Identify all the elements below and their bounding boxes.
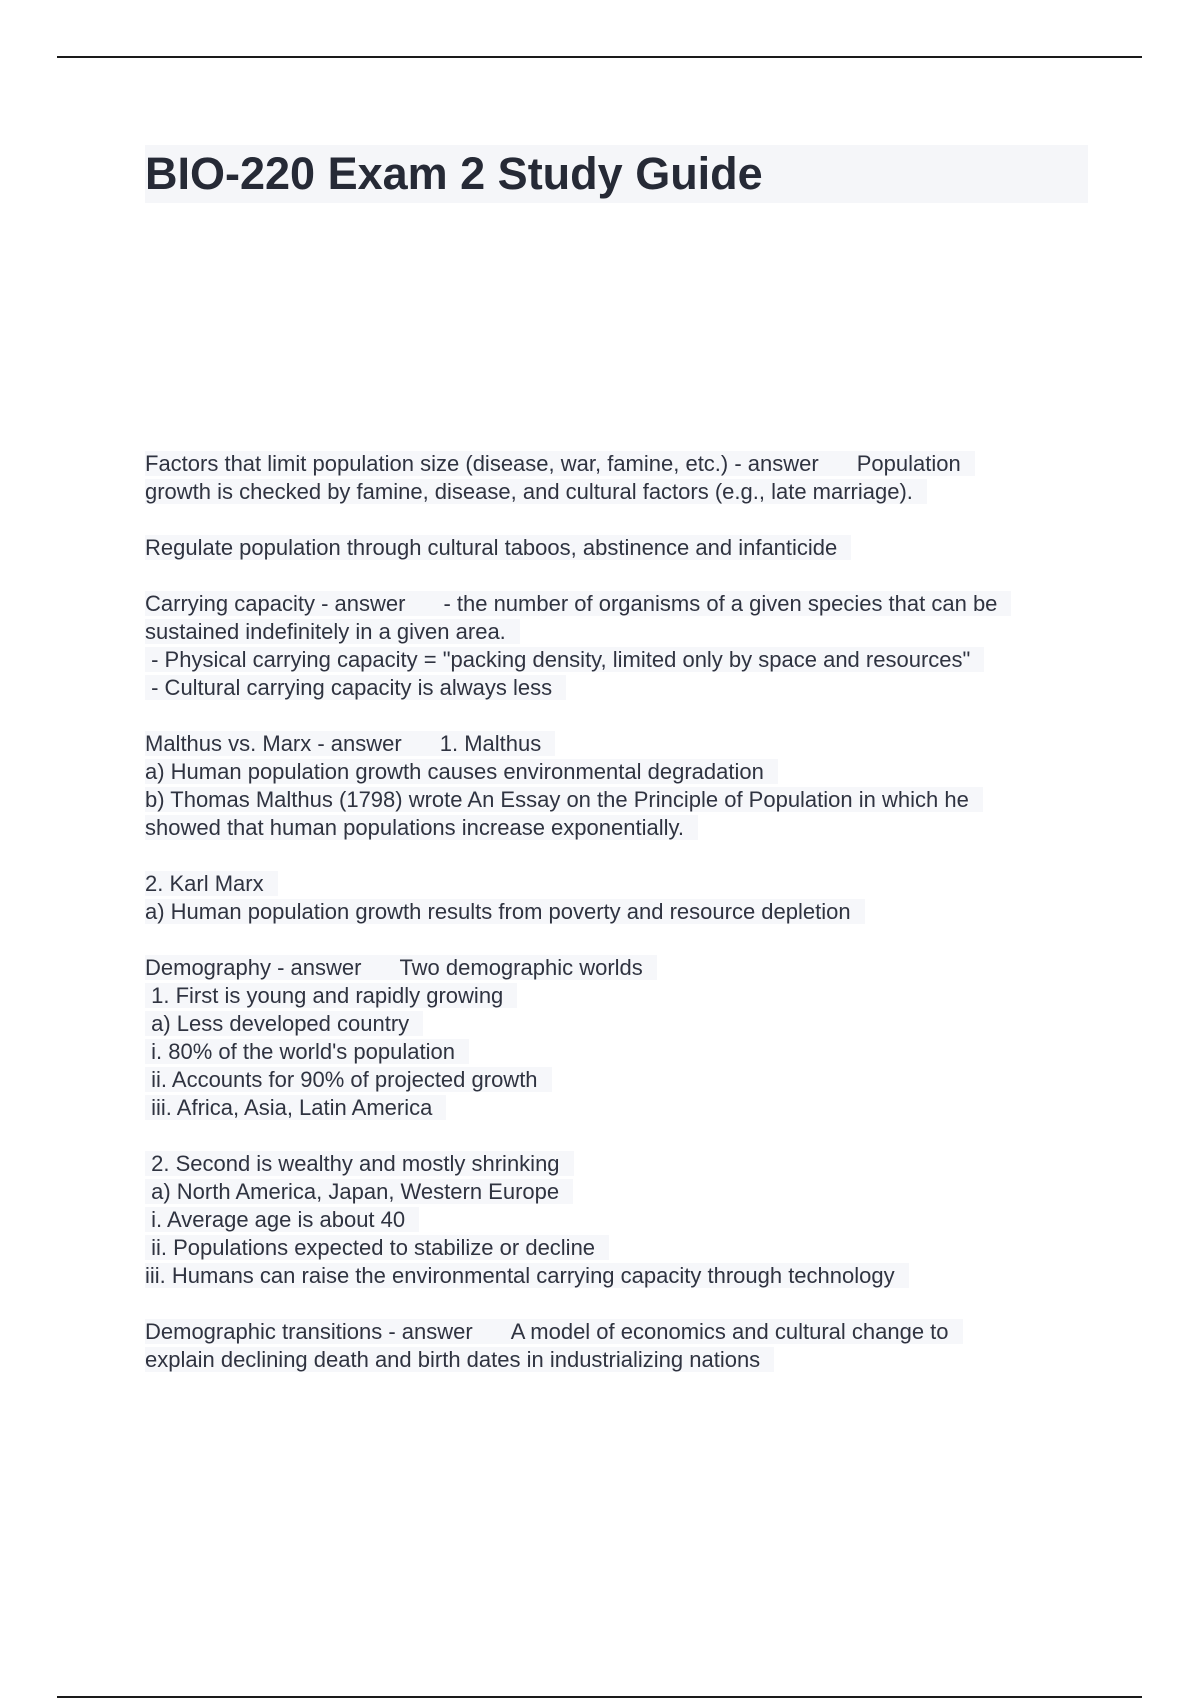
qa-entry: [145, 954, 1085, 1122]
entry-line: [145, 1010, 1085, 1038]
qa-entry: [145, 870, 1085, 926]
entry-line: [145, 590, 1085, 618]
qa-entry: [145, 534, 1085, 562]
entry-text: b) Thomas Malthus (1798) wrote An Essay on the Principle of Population in which he: [145, 787, 969, 812]
entry-text: 1. First is young and rapidly growing: [145, 983, 504, 1008]
entry-answer: A model of economics and cultural change to: [510, 1319, 949, 1344]
entry-text: explain declining death and birth dates in industrializing nations: [145, 1347, 761, 1372]
entry-line: [145, 618, 1085, 646]
entry-line: [145, 674, 1085, 702]
entry-answer: - the number of organisms of a given species that can be: [443, 591, 998, 616]
study-guide-body: [145, 450, 1085, 1402]
entry-answer: Two demographic worlds: [399, 955, 643, 980]
entry-answer: Population: [856, 451, 961, 476]
entry-text: iii. Humans can raise the environmental carrying capacity through technology: [145, 1263, 895, 1288]
entry-text: ii. Accounts for 90% of projected growth: [145, 1067, 538, 1092]
entry-text: ii. Populations expected to stabilize or decline: [145, 1235, 596, 1260]
document-title: BIO-220 Exam 2 Study Guide: [145, 148, 763, 199]
entry-line: [145, 450, 1085, 478]
entry-term: Demographic transitions - answer: [145, 1319, 473, 1344]
entry-text: 2. Karl Marx: [145, 871, 264, 896]
entry-answer: 1. Malthus: [439, 731, 542, 756]
entry-line: [145, 1206, 1085, 1234]
entry-line: [145, 814, 1085, 842]
qa-entry: [145, 590, 1085, 702]
entry-line: [145, 758, 1085, 786]
entry-term: Factors that limit population size (disease, war, famine, etc.) - answer: [145, 451, 819, 476]
entry-text: - Cultural carrying capacity is always less: [145, 675, 553, 700]
entry-line: [145, 1346, 1085, 1374]
qa-entry: [145, 1318, 1085, 1374]
qa-entry: [145, 1150, 1085, 1290]
entry-term: Malthus vs. Marx - answer: [145, 731, 402, 756]
entry-line: [145, 786, 1085, 814]
entry-term: Demography - answer: [145, 955, 362, 980]
entry-line: [145, 534, 1085, 562]
entry-line: [145, 1150, 1085, 1178]
entry-line: [145, 646, 1085, 674]
qa-entry: [145, 450, 1085, 506]
entry-line: [145, 1094, 1085, 1122]
entry-text: sustained indefinitely in a given area.: [145, 619, 506, 644]
entry-text: growth is checked by famine, disease, and cultural factors (e.g., late marriage).: [145, 479, 913, 504]
entry-line: [145, 1234, 1085, 1262]
top-rule: [57, 56, 1142, 58]
entry-line: [145, 1066, 1085, 1094]
entry-line: [145, 898, 1085, 926]
entry-text: iii. Africa, Asia, Latin America: [145, 1095, 433, 1120]
entry-line: [145, 982, 1085, 1010]
entry-text: a) Human population growth results from poverty and resource depletion: [145, 899, 851, 924]
entry-text: showed that human populations increase exponentially.: [145, 815, 684, 840]
entry-line: [145, 730, 1085, 758]
entry-text: a) Human population growth causes environmental degradation: [145, 759, 764, 784]
entry-line: [145, 954, 1085, 982]
entry-text: i. 80% of the world's population: [145, 1039, 455, 1064]
entry-term: Carrying capacity - answer: [145, 591, 406, 616]
entry-line: [145, 478, 1085, 506]
entry-text: a) Less developed country: [145, 1011, 410, 1036]
entry-text: - Physical carrying capacity = "packing density, limited only by space and resources": [145, 647, 971, 672]
entry-line: [145, 870, 1085, 898]
entry-line: [145, 1318, 1085, 1346]
entry-text: i. Average age is about 40: [145, 1207, 406, 1232]
entry-line: [145, 1262, 1085, 1290]
entry-text: 2. Second is wealthy and mostly shrinking: [145, 1151, 560, 1176]
entry-line: [145, 1038, 1085, 1066]
bottom-rule: [57, 1696, 1142, 1698]
qa-entry: [145, 730, 1085, 842]
entry-text: Regulate population through cultural taboos, abstinence and infanticide: [145, 535, 838, 560]
entry-text: a) North America, Japan, Western Europe: [145, 1179, 560, 1204]
entry-line: [145, 1178, 1085, 1206]
